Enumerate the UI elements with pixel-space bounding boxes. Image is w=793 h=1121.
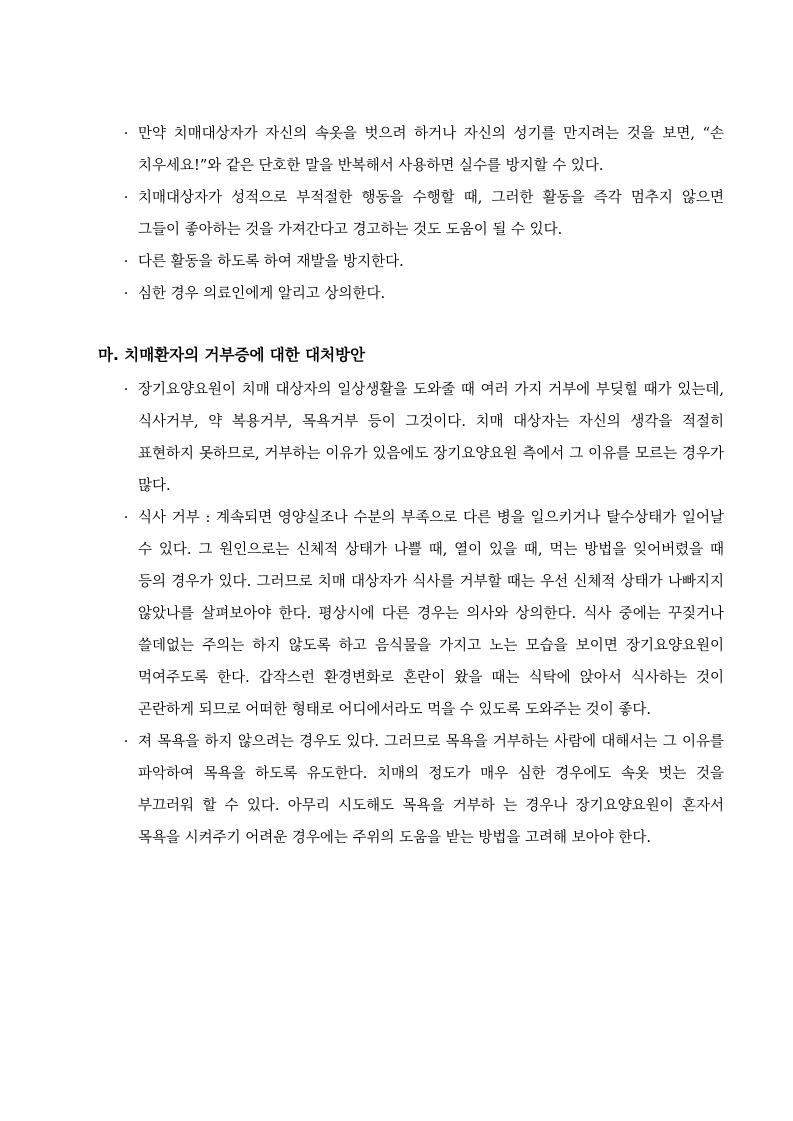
list-item bbox=[112, 374, 724, 502]
list-item-text: 치매대상자가 성적으로 부적절한 행동을 수행할 때, 그러한 활동을 즉각 멈추지 않으면 그들이 좋아하는 것을 가져간다고 경고하는 것도 도움이 될 수 있다. bbox=[138, 190, 724, 238]
list-item bbox=[112, 246, 724, 278]
list-item bbox=[112, 118, 724, 182]
list-item-text: 다른 활동을 하도록 하여 재발을 방지한다. bbox=[138, 254, 404, 270]
bullet-mark: · bbox=[123, 286, 129, 302]
list-item-text: 심한 경우 의료인에게 알리고 상의한다. bbox=[138, 286, 386, 302]
section-heading: 마. 치매환자의 거부증에 대한 대처방안 bbox=[98, 346, 366, 364]
list-item bbox=[112, 726, 724, 854]
list-item-text: 장기요양요원이 치매 대상자의 일상생활을 도와줄 때 여러 가지 거부에 부딪힐 때가 있는데, 식사거부, 약 복용거부, 목욕거부 등이 그것이다. 치매 대상자는 자신의 생각을 적절히 표현하지 못하므로, 거부하는 이유가 있음에도 장기요양요원 측에서 그 이유를 모르는 경우가 많다. bbox=[138, 382, 724, 494]
list-item bbox=[112, 182, 724, 246]
list-item bbox=[112, 278, 724, 310]
list-item bbox=[112, 502, 724, 726]
bullet-mark: · bbox=[123, 510, 129, 526]
bullet-mark: · bbox=[123, 382, 129, 398]
guideline-list bbox=[112, 118, 724, 310]
bullet-mark: · bbox=[123, 734, 129, 750]
list-item-text: 져 목욕을 하지 않으려는 경우도 있다. 그러므로 목욕을 거부하는 사람에 대해서는 그 이유를 파악하여 목욕을 하도록 유도한다. 치매의 정도가 매우 심한 경우에도 속옷 벗는 것을 부끄러워 할 수 있다. 아무리 시도해도 목욕을 거부하 는 경우나 장기요양요원이 혼자서 목욕을 시켜주기 어려운 경우에는 주위의 도움을 받는 방법을 고려해 보아야 한다. bbox=[138, 734, 724, 846]
bullet-mark: · bbox=[123, 190, 129, 206]
bullet-mark: · bbox=[123, 254, 129, 270]
bullet-mark: · bbox=[123, 126, 129, 142]
section-list bbox=[112, 374, 724, 854]
list-item-text: 식사 거부 : 계속되면 영양실조나 수분의 부족으로 다른 병을 일으키거나 탈수상태가 일어날 수 있다. 그 원인으로는 신체적 상태가 나쁠 때, 열이 있을 때, 먹는 방법을 잊어버렸을 때 등의 경우가 있다. 그러므로 치매 대상자가 식사를 거부할 때는 우선 신체적 상태가 나빠지지 않았나를 살펴보아야 한다. 평상시에 다른 경우는 의사와 상의한다. 식사 중에는 꾸짖거나 쓸데없는 주의는 하지 않도록 하고 음식물을 가지고 노는 모습을 보이면 장기요양요원이 먹여주도록 한다. 갑작스런 환경변화로 혼란이 왔을 때는 식탁에 앉아서 식사하는 것이 곤란하게 되므로 어떠한 형태로 어디에서라도 먹을 수 있도록 도와주는 것이 좋다. bbox=[138, 510, 724, 718]
list-item-text: 만약 치매대상자가 자신의 속옷을 벗으려 하거나 자신의 성기를 만지려는 것을 보면, “손 치우세요!”와 같은 단호한 말을 반복해서 사용하면 실수를 방지할 수 있다. bbox=[138, 126, 724, 174]
